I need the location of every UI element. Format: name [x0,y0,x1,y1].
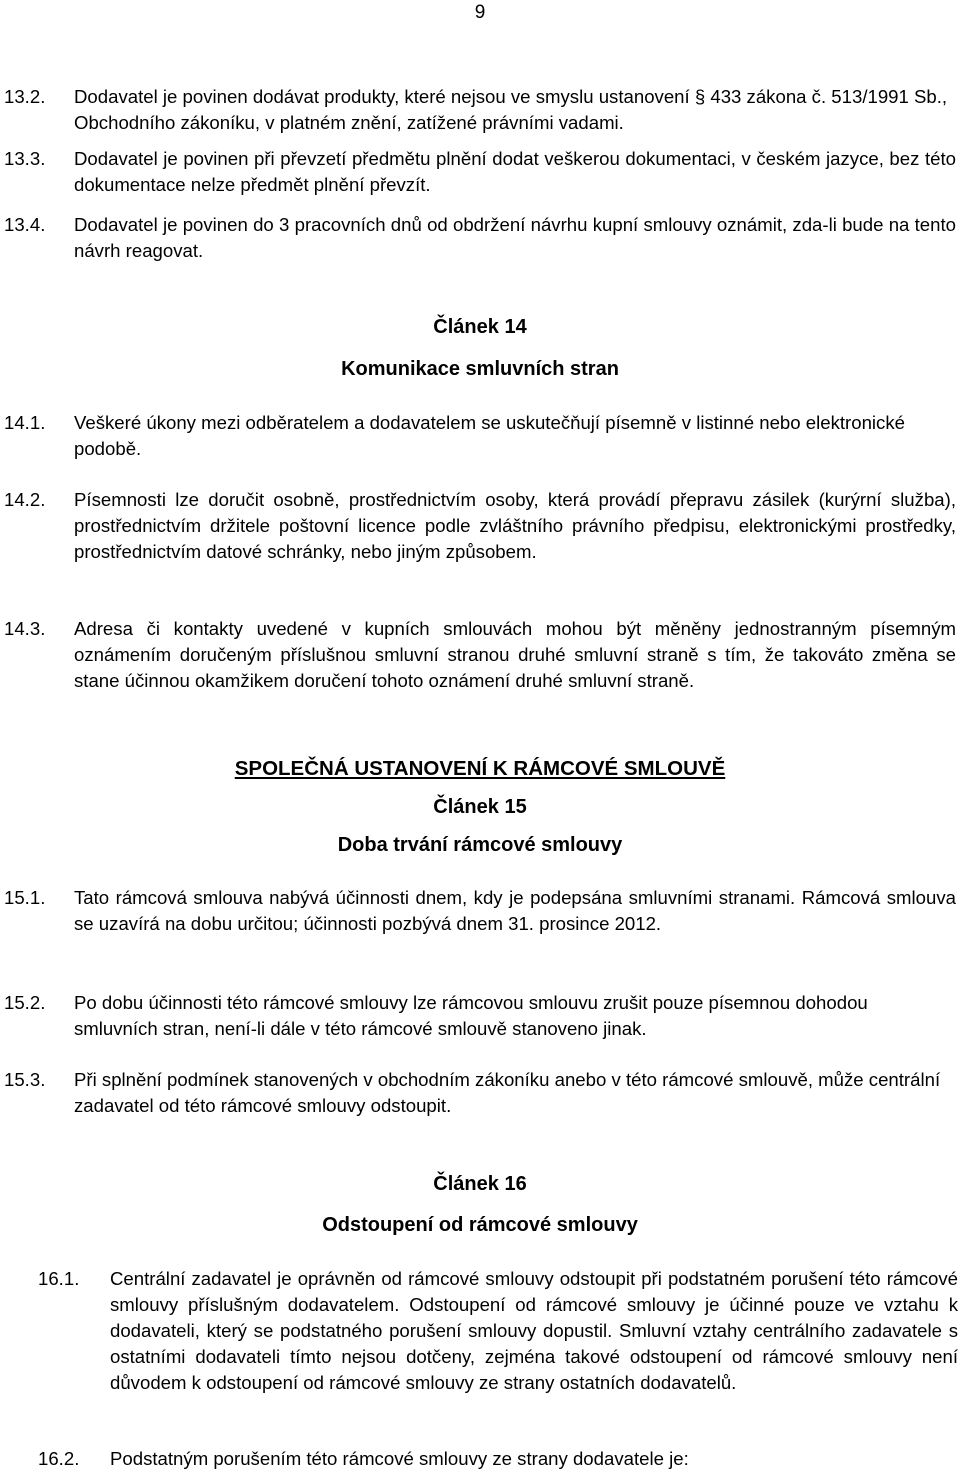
article-14-title: Článek 14 [433,316,527,338]
clause-number: 14.2. [4,489,46,510]
article-15-title: Článek 15 [433,796,527,818]
clause-number: 13.3. [4,148,46,169]
clause-text: Podstatným porušením této rámcové smlouvy ze strany dodavatele je: [110,1448,689,1469]
clause-text: Dodavatel je povinen dodávat produkty, které nejsou ve smyslu ustanovení § 433 zákona č. 513/1991 Sb., Obchodního zákoníku, v platném znění, zatížené právními vadami. [74,86,948,133]
clause-number: 15.1. [4,887,46,908]
page-number: 9 [474,2,486,23]
clause-text: Dodavatel je povinen při převzetí předmětu plnění dodat veškerou dokumentaci, v českém jazyce, bez této dokumentace nelze předmět plnění převzít. [74,148,956,195]
clause-number: 13.2. [4,86,46,107]
clause-text: Centrální zadavatel je oprávněn od rámcové smlouvy odstoupit při podstatném porušení této rámcové smlouvy příslušným dodavatelem. Odstoupení od rámcové smlouvy je účinné pouze ve vztahu k dodavateli, který se podstatného porušení smlouvy dopustil. Smluvní vztahy centrálního zadavatele s ostatními dodavateli tímto nejsou dotčeny, zejména takové odstoupení od rámcové smlouvy není důvodem k odstoupení od rámcové smlouvy ze strany ostatních dodavatelů. [110,1268,958,1393]
clause-text: Při splnění podmínek stanovených v obchodním zákoníku anebo v této rámcové smlouvě, může centrální zadavatel od této rámcové smlouvy odstoupit. [74,1069,941,1116]
clause-text: Veškeré úkony mezi odběratelem a dodavatelem se uskutečňují písemně v listinné nebo elektronické podobě. [74,412,905,459]
article-15-subtitle: Doba trvání rámcové smlouvy [337,834,623,856]
common-provisions-heading: SPOLEČNÁ USTANOVENÍ K RÁMCOVÉ SMLOUVĚ [234,757,726,780]
clause-number: 15.3. [4,1069,46,1090]
article-16-title: Článek 16 [433,1173,527,1195]
clause-text: Dodavatel je povinen do 3 pracovních dnů od obdržení návrhu kupní smlouvy oznámit, zda-li bude na tento návrh reagovat. [74,214,956,261]
clause-text: Tato rámcová smlouva nabývá účinnosti dnem, kdy je podepsána smluvními stranami. Rámcová smlouva se uzavírá na dobu určitou; účinnosti pozbývá dnem 31. prosince 2012. [74,887,956,934]
clause-number: 16.2. [38,1448,80,1469]
clause-text: Písemnosti lze doručit osobně, prostřednictvím osoby, která provádí přepravu zásilek (kurýrní služba), prostřednictvím držitele poštovní licence podle zvláštního právního předpisu, elektronickými prostředky, prostřednictvím datové schránky, nebo jiným způsobem. [74,489,956,562]
clause-number: 16.1. [38,1268,80,1289]
clause-number: 13.4. [4,214,46,235]
clause-number: 15.2. [4,992,46,1013]
clause-text: Adresa či kontakty uvedené v kupních smlouvách mohou být měněny jednostranným písemným oznámením doručeným příslušnou smluvní stranou druhé smluvní straně s tím, že takováto změna se stane účinnou okamžikem doručení tohoto oznámení druhé smluvní straně. [74,618,956,691]
article-14-subtitle: Komunikace smluvních stran [341,358,619,380]
clause-number: 14.1. [4,412,46,433]
article-16-subtitle: Odstoupení od rámcové smlouvy [322,1214,638,1236]
clause-number: 14.3. [4,618,46,639]
clause-text: Po dobu účinnosti této rámcové smlouvy lze rámcovou smlouvu zrušit pouze písemnou dohodou smluvních stran, není-li dále v této rámcové smlouvě stanoveno jinak. [74,992,868,1039]
